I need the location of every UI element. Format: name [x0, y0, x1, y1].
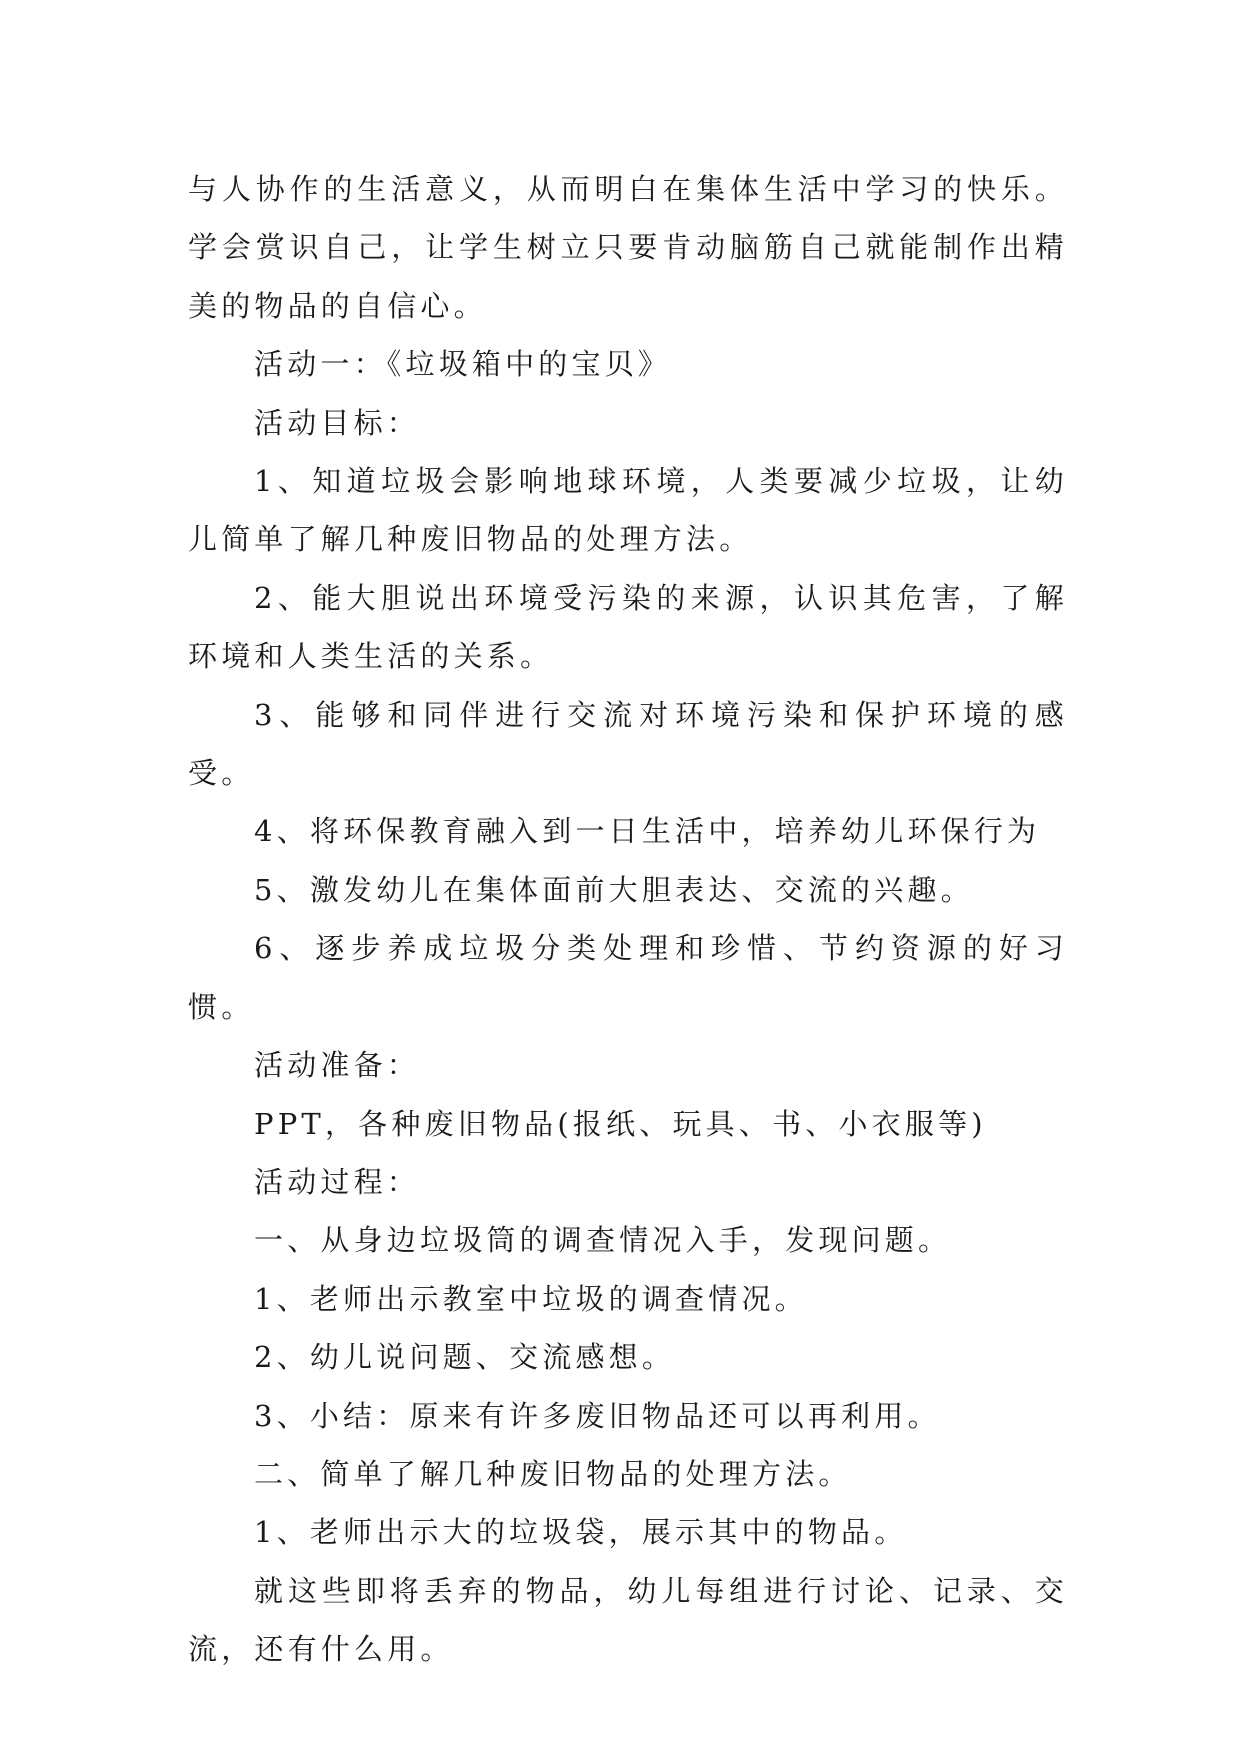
process-substep-1-1: 1、老师出示教室中垃圾的调查情况。	[254, 1281, 808, 1316]
preparation-materials: PPT，各种废旧物品(报纸、玩具、书、小衣服等)	[254, 1106, 987, 1141]
goal-item-1: 1、知道垃圾会影响地球环境，人类要减少垃圾，让幼儿简单了解几种废旧物品的处理方法。	[188, 464, 1068, 557]
activity-title: 活动一：《垃圾箱中的宝贝》	[254, 347, 672, 382]
process-substep-2-1: 1、老师出示大的垃圾袋，展示其中的物品。	[254, 1515, 908, 1550]
paragraph-1: 与人协作的生活意义，从而明白在集体生活中学习的快乐。学会赏识自己，让学生树立只要肯动脑筋自己就能制作出精美的物品的自信心。	[188, 172, 1068, 323]
section-heading-goals: 活动目标：	[254, 405, 421, 440]
process-step-2: 二、简单了解几种废旧物品的处理方法。	[254, 1456, 852, 1491]
process-step-1: 一、从身边垃圾筒的调查情况入手，发现问题。	[254, 1223, 952, 1258]
section-heading-process: 活动过程：	[254, 1164, 421, 1199]
document-body	[188, 160, 1068, 1679]
goal-item-5: 5、激发幼儿在集体面前大胆表达、交流的兴趣。	[254, 872, 974, 907]
process-discussion: 就这些即将丢弃的物品，幼儿每组进行讨论、记录、交流，还有什么用。	[188, 1573, 1068, 1667]
goal-item-4: 4、将环保教育融入到一日生活中，培养幼儿环保行为	[254, 814, 1041, 849]
process-substep-1-2: 2、幼儿说问题、交流感想。	[254, 1340, 676, 1375]
goal-item-3: 3、能够和同伴进行交流对环境污染和保护环境的感受。	[188, 697, 1068, 791]
goal-item-2: 2、能大胆说出环境受污染的来源，认识其危害，了解环境和人类生活的关系。	[188, 580, 1068, 674]
section-heading-preparation: 活动准备：	[254, 1048, 421, 1083]
process-substep-1-3: 3、小结：原来有许多废旧物品还可以再利用。	[254, 1398, 941, 1433]
goal-item-6: 6、逐步养成垃圾分类处理和珍惜、节约资源的好习惯。	[188, 931, 1068, 1024]
